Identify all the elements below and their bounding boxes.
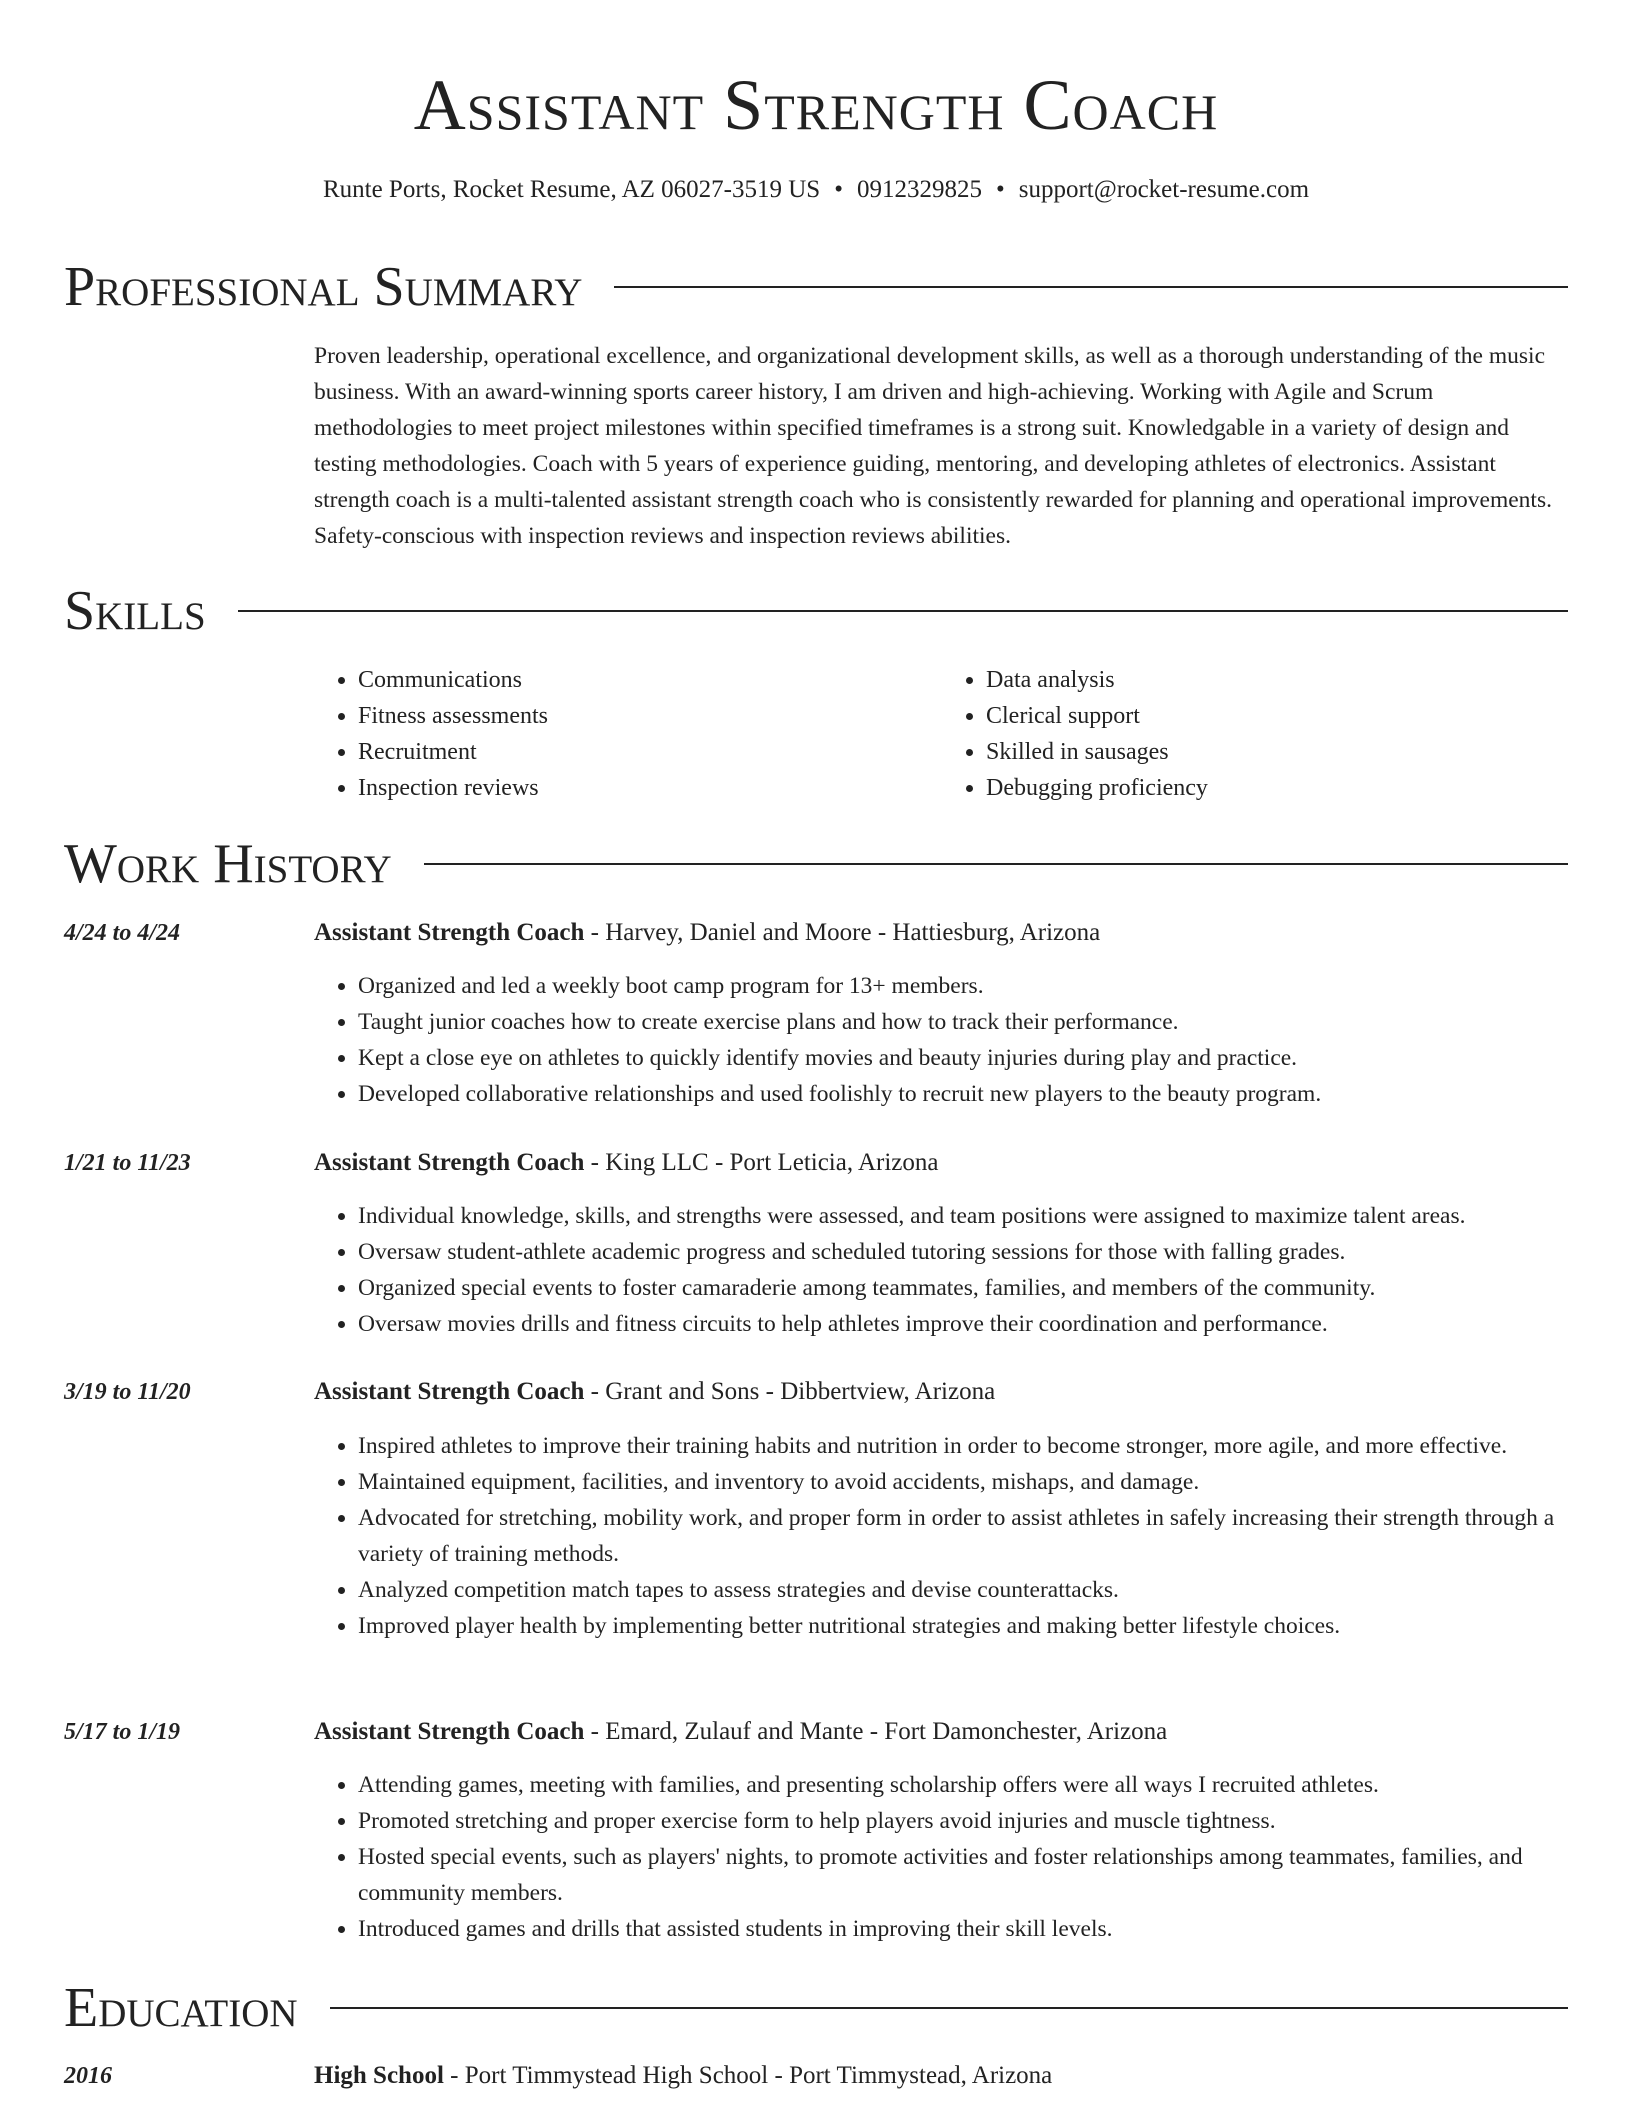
contact-separator: • [834, 176, 843, 203]
summary-text: Proven leadership, operational excellence, and organizational development skills, as well as a thorough understanding of the music business. With an award-winning sports career history, I am driven and high-achieving. Working with Agile and Scrum methodologies to meet project milestones within specified timeframes is a strong suit. Knowledgable in a variety of design and testing methodologies. Coach with 5 years of experience guiding, mentoring, and developing athletes of electronics. Assistant strength coach is a multi-talented assistant strength coach who is consistently rewarded for planning and operational improvements. Safety-conscious with inspection reviews and inspection reviews abilities. [314, 343, 1552, 549]
work-heading: Work History [64, 833, 392, 895]
job-bullets [314, 1767, 1570, 1947]
contact-email[interactable]: support@rocket-resume.com [1018, 176, 1310, 203]
skill-item: • Communications [358, 662, 942, 698]
skill-item: • Data analysis [986, 662, 1570, 698]
skills-heading: Skills [64, 580, 206, 642]
summary-heading: Professional Summary [64, 256, 583, 318]
job-dates: 5/17 to 1/19 [64, 1719, 181, 1745]
job-employer: - Emard, Zulauf and Mante - Fort Damonchester, Arizona [584, 1718, 1168, 1745]
contact-line [0, 172, 1632, 208]
job-bullet: • Oversaw movies drills and fitness circuits to help athletes improve their coordination and performance. [358, 1306, 1570, 1342]
job-bullet: • Developed collaborative relationships and used foolishly to recruit new players to the beauty program. [358, 1076, 1570, 1112]
education-year: 2016 [64, 2063, 112, 2089]
job-title: Assistant Strength Coach [314, 1378, 585, 1405]
section-divider [424, 863, 1568, 865]
skill-item: • Recruitment [358, 734, 942, 770]
skills-section-header [64, 579, 1568, 643]
section-divider [330, 2007, 1568, 2009]
job-heading [314, 1374, 995, 1410]
job-employer: - Harvey, Daniel and Moore - Hattiesburg, Arizona [584, 919, 1101, 946]
section-divider [614, 286, 1568, 288]
job-bullet: • Improved player health by implementing better nutritional strategies and making better lifestyle choices. [358, 1608, 1570, 1644]
skill-item: • Inspection reviews [358, 770, 942, 806]
job-title: Assistant Strength Coach [314, 1149, 585, 1176]
contact-separator: • [995, 176, 1005, 203]
job-heading [314, 1714, 1167, 1750]
education-entry [314, 2058, 1052, 2094]
skill-item: • Fitness assessments [358, 698, 942, 734]
skills-list [314, 662, 1570, 806]
job-bullet: • Oversaw student-athlete academic progress and scheduled tutoring sessions for those with falling grades. [358, 1234, 1570, 1270]
contact-phone: 0912329825 [856, 176, 982, 203]
job-bullet: • Individual knowledge, skills, and strengths were assessed, and team positions were assigned to maximize talent areas. [358, 1198, 1570, 1234]
resume-title: Assistant Strength Coach [413, 65, 1219, 145]
job-bullet: • Advocated for stretching, mobility work, and proper form in order to assist athletes in safely increasing their strength through a variety of training methods. [358, 1500, 1570, 1572]
skill-item: • Skilled in sausages [986, 734, 1570, 770]
job-employer: - King LLC - Port Leticia, Arizona [584, 1149, 939, 1176]
skill-item: • Clerical support [986, 698, 1570, 734]
education-heading: Education [64, 1977, 298, 2039]
job-bullet: • Taught junior coaches how to create exercise plans and how to track their performance. [358, 1004, 1570, 1040]
work-section-header [64, 832, 1568, 896]
job-dates: 4/24 to 4/24 [64, 920, 181, 946]
job-bullet: • Maintained equipment, facilities, and inventory to avoid accidents, mishaps, and damage. [358, 1464, 1570, 1500]
skills-column-right [942, 662, 1570, 806]
job-bullet: • Kept a close eye on athletes to quickly identify movies and beauty injuries during play and practice. [358, 1040, 1570, 1076]
job-heading [314, 915, 1100, 951]
job-dates: 1/21 to 11/23 [64, 1150, 191, 1176]
job-bullet: • Organized special events to foster camaraderie among teammates, families, and members of the community. [358, 1270, 1570, 1306]
job-bullets [314, 1428, 1570, 1644]
job-bullet: • Attending games, meeting with families, and presenting scholarship offers were all ways I recruited athletes. [358, 1767, 1570, 1803]
job-title: Assistant Strength Coach [314, 919, 585, 946]
job-bullet: • Organized and led a weekly boot camp program for 13+ members. [358, 968, 1570, 1004]
job-bullets [314, 968, 1570, 1112]
job-employer: - Grant and Sons - Dibbertview, Arizona [584, 1378, 996, 1405]
job-bullet: • Analyzed competition match tapes to assess strategies and devise counterattacks. [358, 1572, 1570, 1608]
summary-section-header [64, 255, 1568, 319]
job-dates: 3/19 to 11/20 [64, 1379, 191, 1405]
job-bullet: • Inspired athletes to improve their training habits and nutrition in order to become stronger, more agile, and more effective. [358, 1428, 1570, 1464]
skill-item: • Debugging proficiency [986, 770, 1570, 806]
job-bullet: • Introduced games and drills that assisted students in improving their skill levels. [358, 1911, 1570, 1947]
job-bullet: • Promoted stretching and proper exercise form to help players avoid injuries and muscle tightness. [358, 1803, 1570, 1839]
education-degree: High School [314, 2062, 444, 2089]
job-bullets [314, 1198, 1570, 1342]
section-divider [238, 610, 1568, 612]
job-heading [314, 1145, 938, 1181]
job-title: Assistant Strength Coach [314, 1718, 585, 1745]
skills-column-left [314, 662, 942, 806]
education-school: - Port Timmystead High School - Port Timmystead, Arizona [443, 2062, 1053, 2089]
job-bullet: • Hosted special events, such as players' nights, to promote activities and foster relationships among teammates, families, and community members. [358, 1839, 1570, 1911]
contact-address: Runte Ports, Rocket Resume, AZ 06027-3519 US [322, 176, 821, 203]
education-section-header [64, 1976, 1568, 2040]
